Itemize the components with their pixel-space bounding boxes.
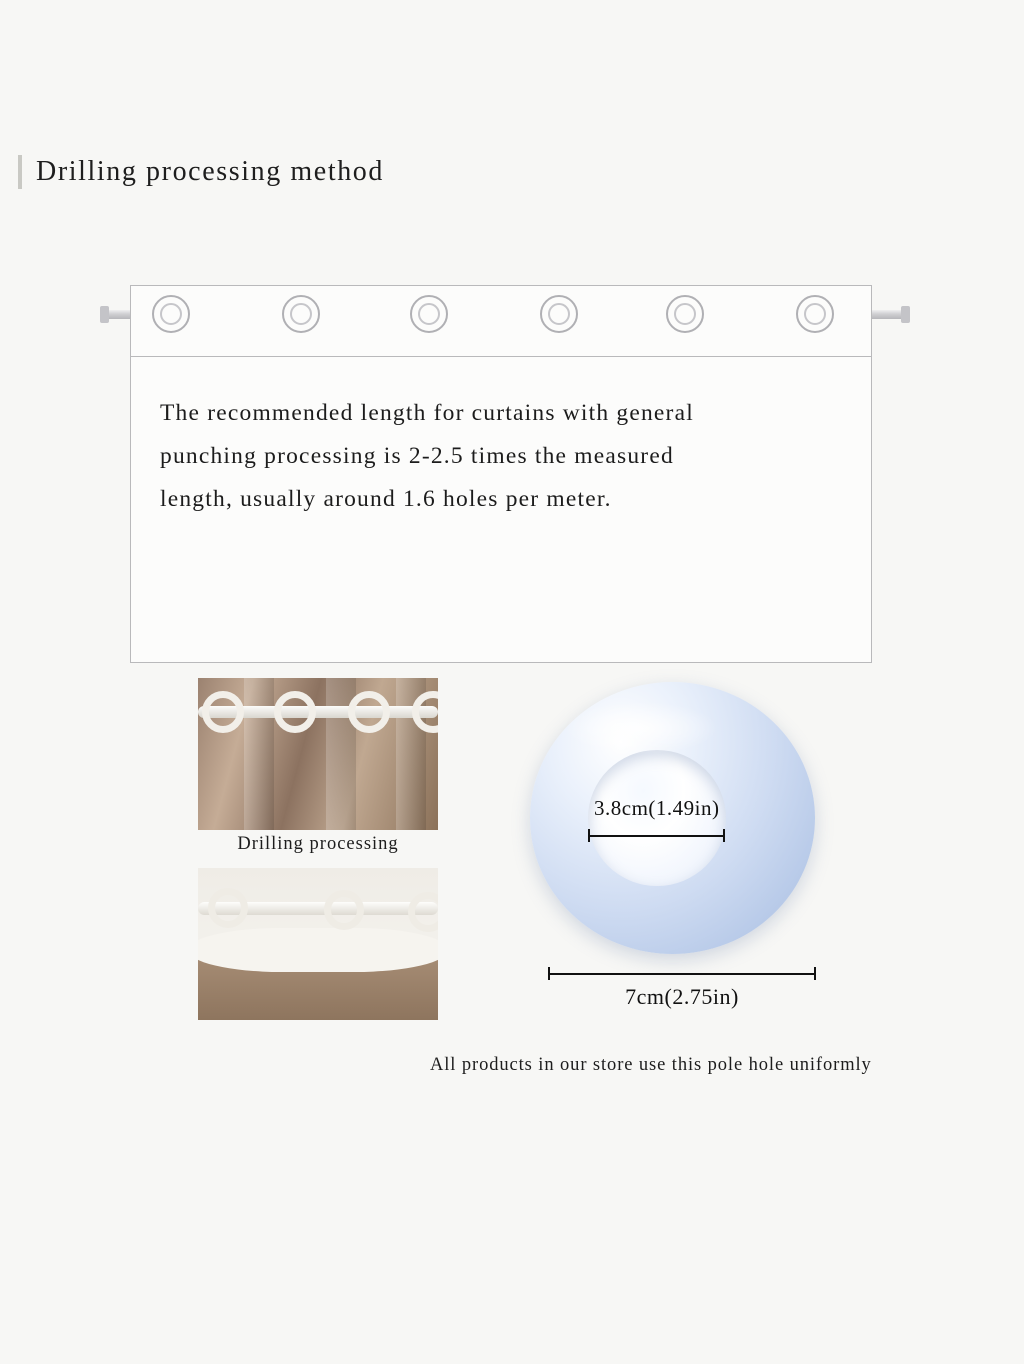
drilling-photo-white — [198, 868, 438, 1020]
photo-fold-shade — [244, 678, 274, 830]
grommet-icon — [410, 295, 448, 333]
drilling-photo-brown — [198, 678, 438, 830]
rod-cap-left-icon — [100, 306, 109, 323]
recommendation-line-2: punching processing is 2-2.5 times the measured — [160, 443, 674, 469]
outer-diameter-dimension-line — [548, 973, 816, 974]
grommet-highlight — [566, 702, 716, 754]
footer-note: All products in our store use this pole hole uniformly — [430, 1055, 872, 1075]
photo-grommet-icon — [274, 691, 316, 733]
grommet-icon — [152, 295, 190, 333]
page-title-row — [18, 155, 384, 189]
outer-diameter-label: 7cm(2.75in) — [625, 984, 739, 1009]
grommet-icon — [796, 295, 834, 333]
photo-grommet-icon — [324, 890, 364, 930]
photo-fabric-curve — [198, 928, 438, 972]
dimension-line — [548, 973, 816, 975]
page-title: Drilling processing method — [36, 156, 385, 187]
drilling-processing-caption: Drilling processing — [237, 834, 399, 854]
curtain-header-band — [130, 285, 872, 357]
grommet-icon — [282, 295, 320, 333]
rod-cap-right-icon — [901, 306, 910, 323]
recommendation-text — [160, 392, 840, 521]
photo-grommet-icon — [348, 691, 390, 733]
grommet-icon — [540, 295, 578, 333]
photo-grommet-icon — [202, 691, 244, 733]
dimension-tick-left — [588, 829, 590, 842]
inner-diameter-dimension-line — [588, 835, 725, 836]
grommet-icon — [666, 295, 704, 333]
dimension-tick-right — [723, 829, 725, 842]
dimension-line — [588, 835, 725, 837]
photo-grommet-icon — [208, 888, 248, 928]
dimension-tick-left — [548, 967, 550, 980]
dimension-tick-right — [814, 967, 816, 980]
recommendation-line-3: length, usually around 1.6 holes per meter. — [160, 486, 612, 512]
inner-diameter-label: 3.8cm(1.49in) — [594, 796, 720, 820]
title-accent-bar — [18, 155, 22, 189]
recommendation-line-1: The recommended length for curtains with general — [160, 400, 694, 426]
grommet-product-photo — [470, 672, 890, 972]
